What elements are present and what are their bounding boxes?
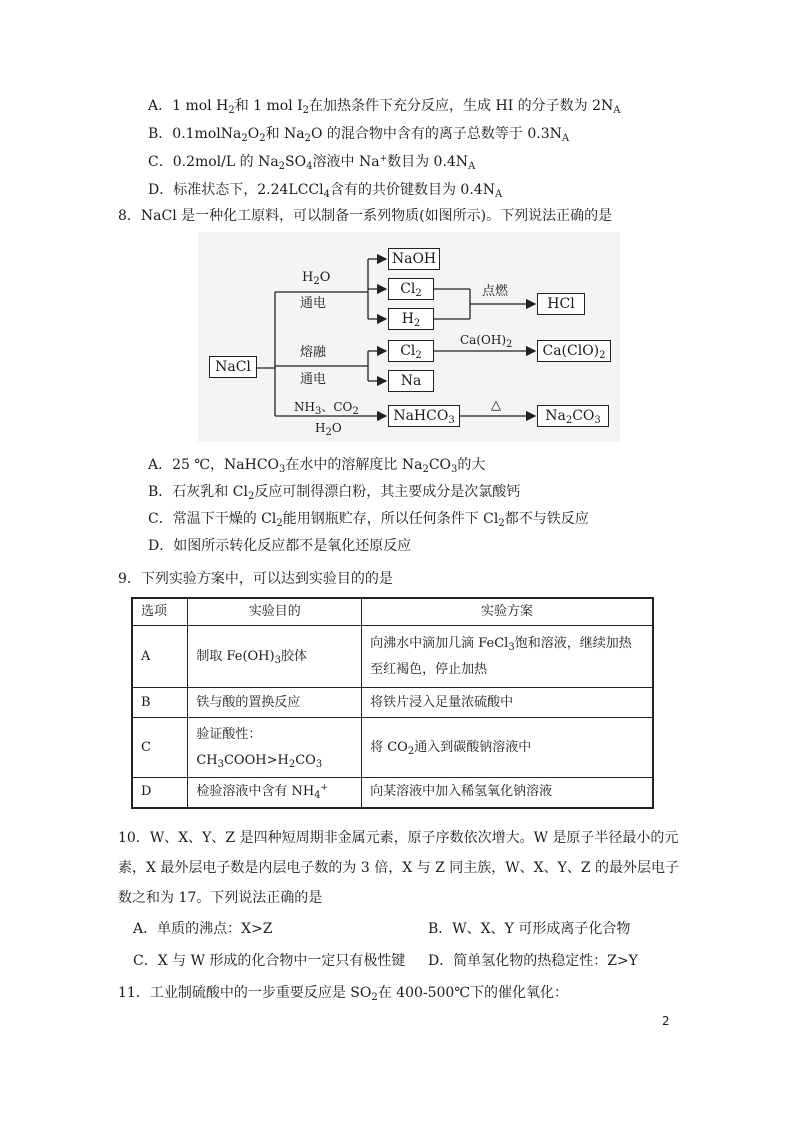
row-d-plan: 向某溶液中加入稀氢氧化钠溶液: [362, 778, 653, 808]
q7-option-c: C．0.2mol/L 的 $Na_2SO_4$溶液中 Na+数目为 $0.4N_A$: [148, 154, 476, 172]
nacl-flow-diagram: [198, 232, 620, 442]
label-melt: 熔融: [300, 345, 327, 360]
row-d-option: D: [132, 778, 188, 808]
experiment-table: [131, 597, 654, 809]
q8-option-a: A．25 ℃，NaHCO$_3$在水中的溶解度比 $Na_2CO_3$的大: [148, 457, 486, 475]
q7-option-a: A．1 mol $H_2$和 1 mol $I_2$在加热条件下充分反应，生成 HI 的分子数为 $2N_A$: [148, 98, 621, 116]
box-cl2-mid: $Cl_2$: [388, 340, 434, 362]
header-goal: 实验目的: [188, 598, 362, 626]
row-a-option: A: [132, 626, 188, 688]
row-a-goal: 制取 $Fe(OH)_3$胶体: [188, 626, 362, 688]
label-ignite: 点燃: [482, 284, 509, 299]
row-b-plan: 将铁片浸入足量浓硫酸中: [362, 688, 653, 718]
q8-option-b: B．石灰乳和 $Cl_2$反应可制得漂白粉，其主要成分是次氯酸钙: [148, 484, 521, 502]
label-caoh2: $Ca(OH)_2$: [460, 333, 513, 350]
q10-option-c: C．X 与 W 形成的化合物中一定只有极性键: [133, 953, 406, 969]
q10-option-b: B．W、X、Y 可形成离子化合物: [428, 921, 631, 937]
header-plan: 实验方案: [362, 598, 653, 626]
q8-option-d: D．如图所示转化反应都不是氧化还原反应: [148, 538, 412, 554]
row-a-plan: 向沸水中滴加几滴 FeCl$_3$饱和溶液，继续加热 至红褐色，停止加热: [362, 626, 653, 688]
box-cl2-top: $Cl_2$: [388, 278, 434, 300]
q8-stem: 8．NaCl 是一种化工原料，可以制备一系列物质(如图所示)。下列说法正确的是: [118, 208, 613, 224]
box-hcl: HCl: [537, 293, 585, 315]
label-h2o: $H_2O$: [302, 270, 331, 287]
box-caclo2: $Ca(ClO)_2$: [537, 340, 611, 362]
q10-option-d: D．简单氢化物的热稳定性：Z>Y: [428, 953, 638, 969]
q7-option-d: D．标准状态下，2.24LCCl$_4$含有的共价键数目为 $0.4N_A$: [148, 182, 503, 200]
box-nahco3: NaHCO$_3$: [388, 405, 460, 427]
label-nh3-co2: $NH_3$、$CO_2$: [294, 400, 359, 417]
table-header-row: [132, 598, 653, 626]
table-row: [132, 778, 653, 808]
q11-stem: 11．工业制硫酸中的一步重要反应是 $SO_2$在 400-500℃下的催化氧化：: [118, 985, 569, 1003]
q10-stem-line1: 10．W、X、Y、Z 是四种短周期非金属元素，原子序数依次增大。W 是原子半径最小的元: [118, 830, 679, 846]
header-option: 选项: [132, 598, 188, 626]
table-row: [132, 718, 653, 778]
box-na2co3: $Na_2CO_3$: [537, 405, 609, 427]
row-d-goal: 检验溶液中含有 $NH_4^+$: [188, 778, 362, 808]
row-c-goal: 验证酸性： $CH_3COOH>H_2CO_3$: [188, 718, 362, 778]
label-electrolysis-2: 通电: [300, 372, 327, 387]
row-b-option: B: [132, 688, 188, 718]
label-h2o-bottom: $H_2O$: [315, 421, 342, 438]
q10-stem-line2: 素，X 最外层电子数是内层电子数的为 3 倍，X 与 Z 同主族，W、X、Y、Z 的最外层电子: [118, 860, 680, 876]
box-nacl: NaCl: [209, 356, 257, 378]
box-h2: $H_2$: [388, 308, 434, 330]
q8-option-c: C．常温下干燥的 $Cl_2$能用钢瓶贮存，所以任何条件下 $Cl_2$都不与铁反应: [148, 511, 589, 529]
row-c-plan: 将 $CO_2$通入到碳酸钠溶液中: [362, 718, 653, 778]
row-b-goal: 铁与酸的置换反应: [188, 688, 362, 718]
table-row: [132, 688, 653, 718]
box-naoh: NaOH: [388, 248, 440, 270]
q7-option-b: B．$0.1molNa_2O_2$和 $Na_2O$ 的混合物中含有的离子总数等于 $0.3N_A$: [148, 126, 570, 144]
page-number: 2: [662, 1014, 670, 1028]
table-row: [132, 626, 653, 688]
row-c-option: C: [132, 718, 188, 778]
q9-stem: 9．下列实验方案中，可以达到实验目的的是: [118, 571, 393, 587]
q10-option-a: A．单质的沸点：X>Z: [133, 921, 273, 937]
label-heat: △: [491, 398, 501, 413]
label-electrolysis-1: 通电: [300, 296, 327, 311]
box-na: Na: [388, 370, 434, 392]
q10-stem-line3: 数之和为 17。下列说法正确的是: [118, 890, 323, 906]
